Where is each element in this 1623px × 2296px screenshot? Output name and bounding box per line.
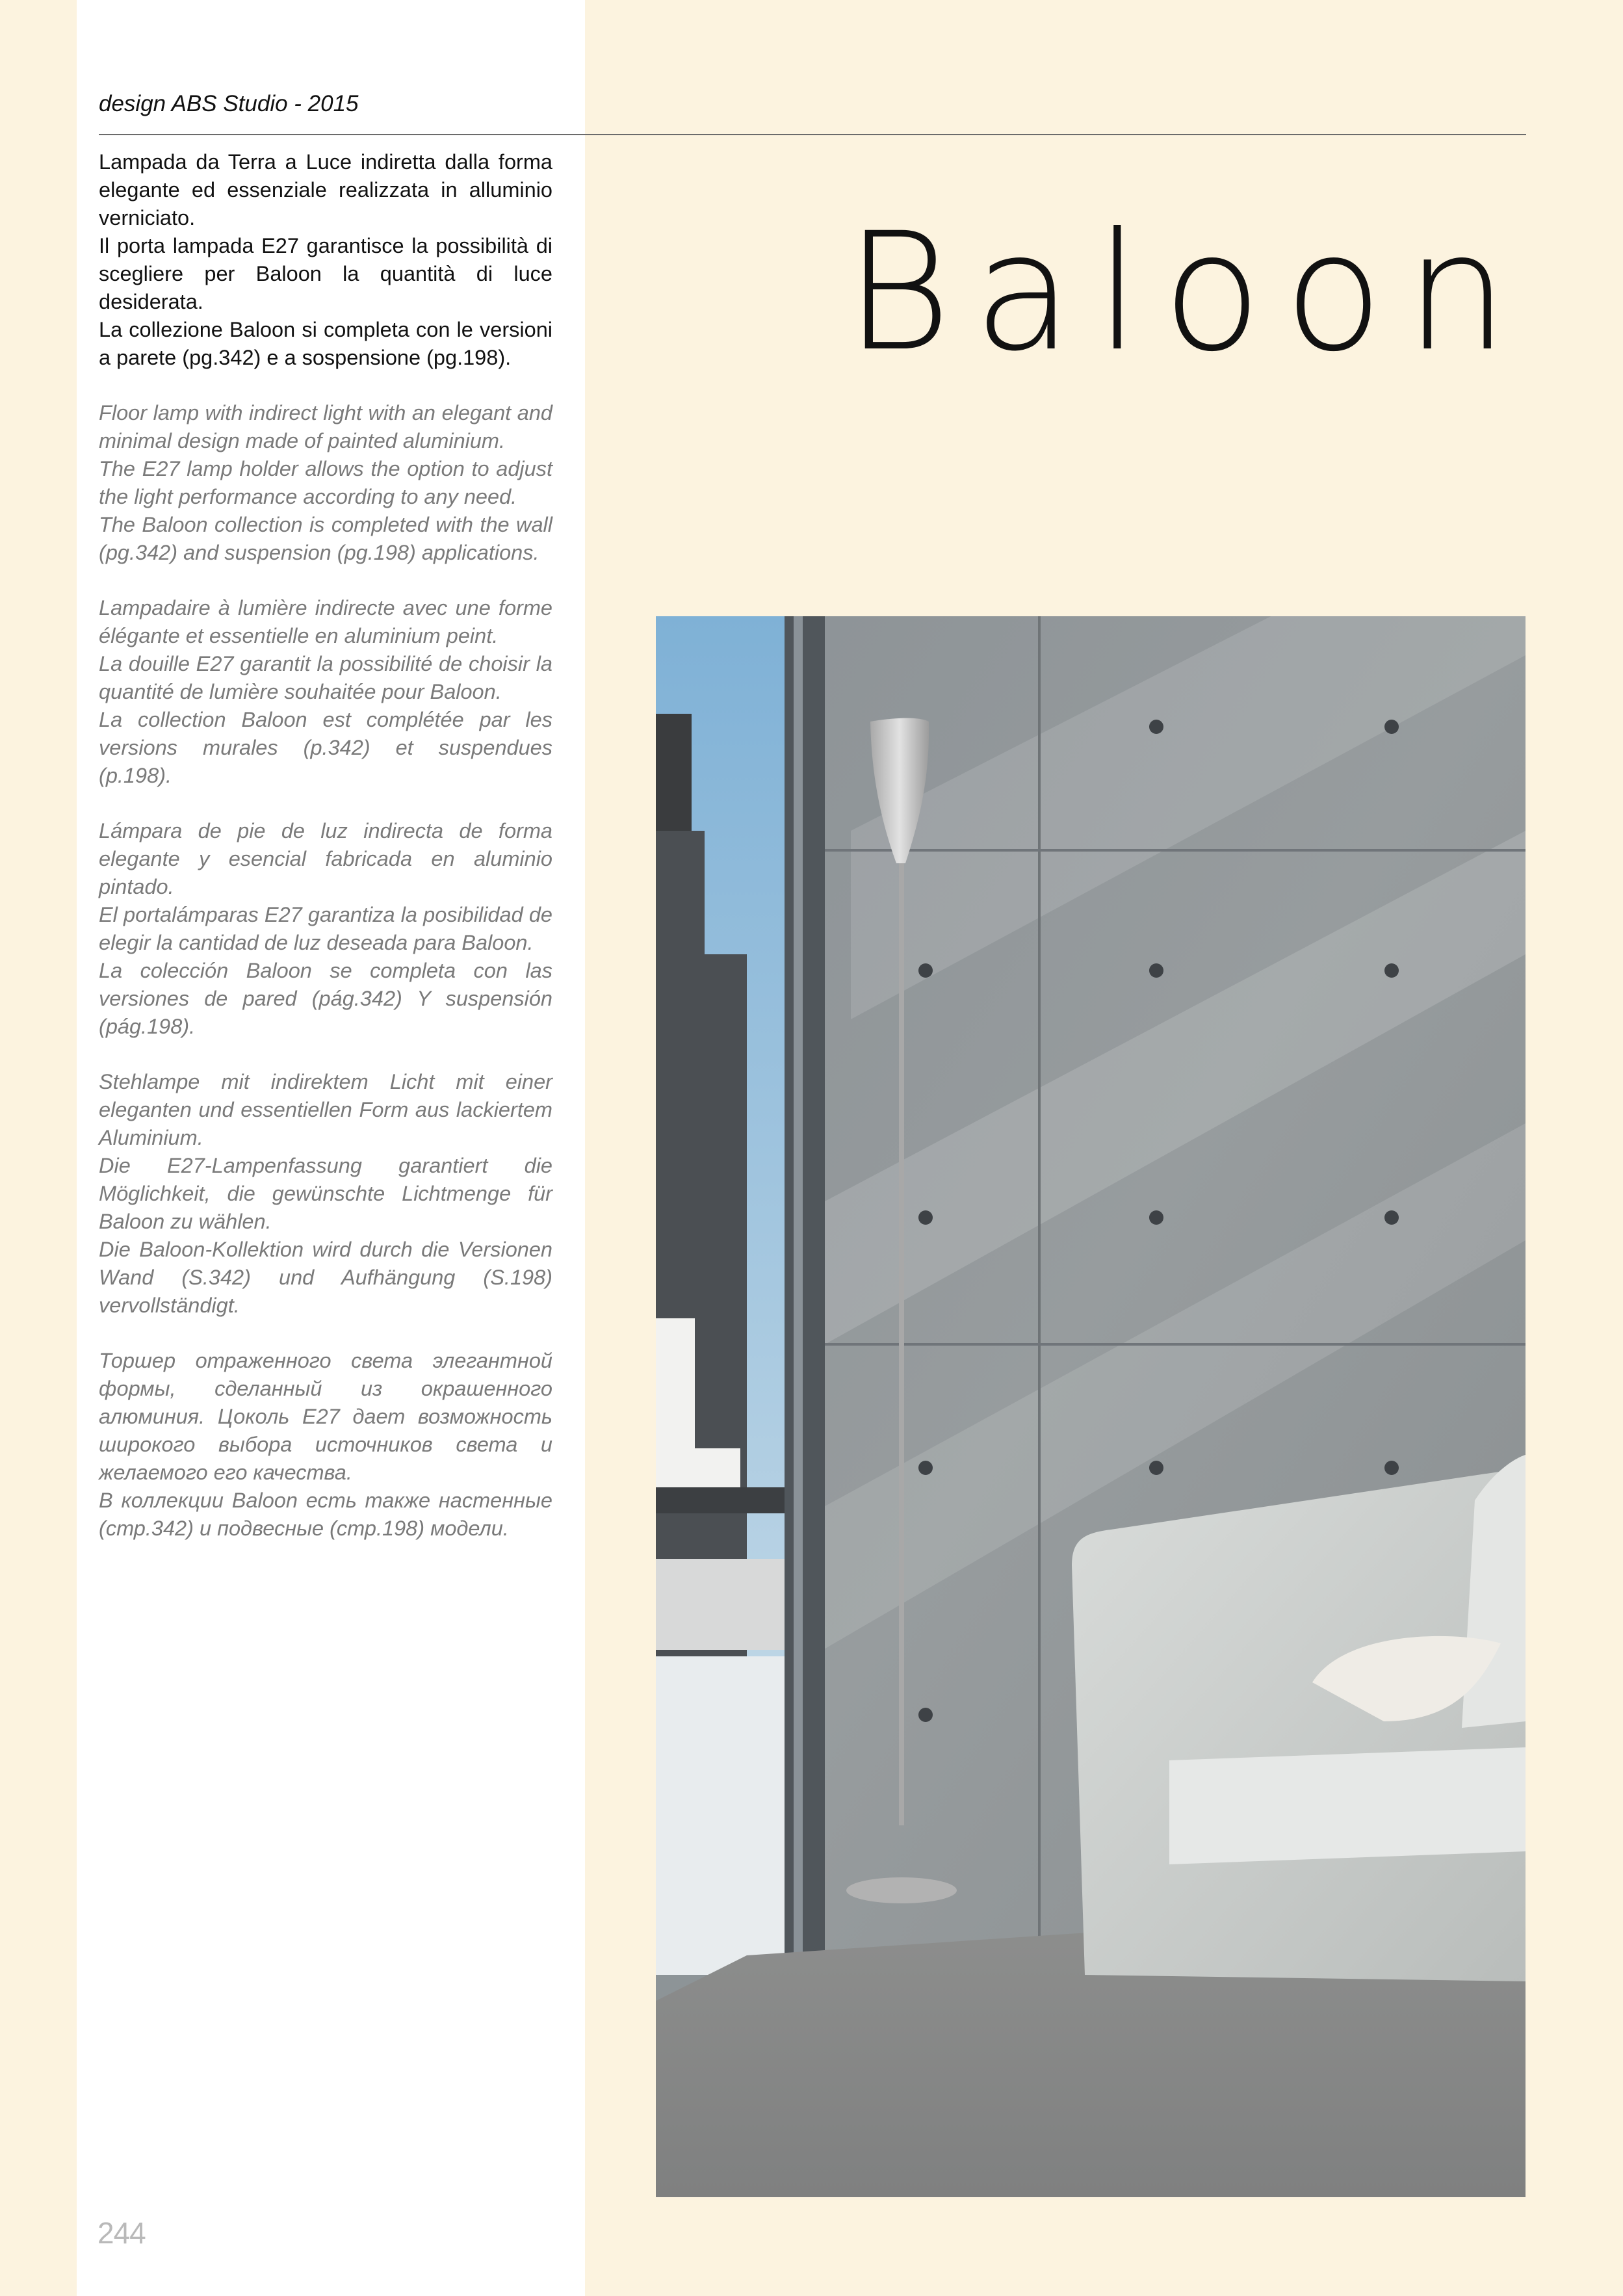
interior-scene [656,616,1526,2197]
description-german: Stehlampe mit indirektem Licht mit einer eleganten und essentiellen Form aus lackiertem Aluminium. Die E27-Lampenfassung garantiert die Möglichkeit, die gewünschte Lichtmenge für Baloon zu wählen. Die Baloon-Kollektion wird durch die Versionen Wand (S.342) und Aufhängung (S.198) vervollständigt. [99,1070,552,1317]
description-column [99,148,552,1570]
description-russian: Торшер отраженного света элегантной формы, сделанный из окрашенного алюминия. Цоколь E27 дает возможность широкого выбора источников света и желаемого его качества. В коллекции Baloon есть также настенные (стр.342) и подвесные (стр.198) модели. [99,1349,552,1540]
sofa [1072,1455,1526,1981]
description-french: Lampadaire à lumière indirecte avec une forme élégante et essentielle en aluminium peint. La douille E27 garantit la possibilité de choisir la quantité de lumière souhaitée pour Baloon. La collection Baloon est complétée par les versions murales (p.342) et suspendues (p.198). [99,596,552,787]
description-english: Floor lamp with indirect light with an elegant and minimal design made of painted aluminium. The E27 lamp holder allows the option to adjust the light performance according to any need. The Baloon collection is completed with the wall (pg.342) and suspension (pg.198) applications. [99,401,552,564]
product-title: Baloon [845,198,1531,387]
design-credit: design ABS Studio - 2015 [99,91,359,116]
description-italian: Lampada da Terra a Luce indiretta dalla forma elegante ed essenziale realizzata in alluminio verniciato. Il porta lampada E27 garantisce la possibilità di scegliere per Baloon la quantità di luce desiderata. La collezione Baloon si completa con le versioni a parete (pg.342) e a sospensione (pg.198). [99,150,552,369]
product-photo [656,616,1526,2197]
header-rule [99,134,1526,135]
page-number: 244 [97,2216,146,2250]
description-spanish: Lámpara de pie de luz indirecta de forma elegante y esencial fabricada en aluminio pintado. El portalámparas E27 garantiza la posibilidad de elegir la cantidad de luz deseada para Baloon. La colección Baloon se completa con las versiones de pared (pág.342) Y suspensión (pág.198). [99,819,552,1038]
